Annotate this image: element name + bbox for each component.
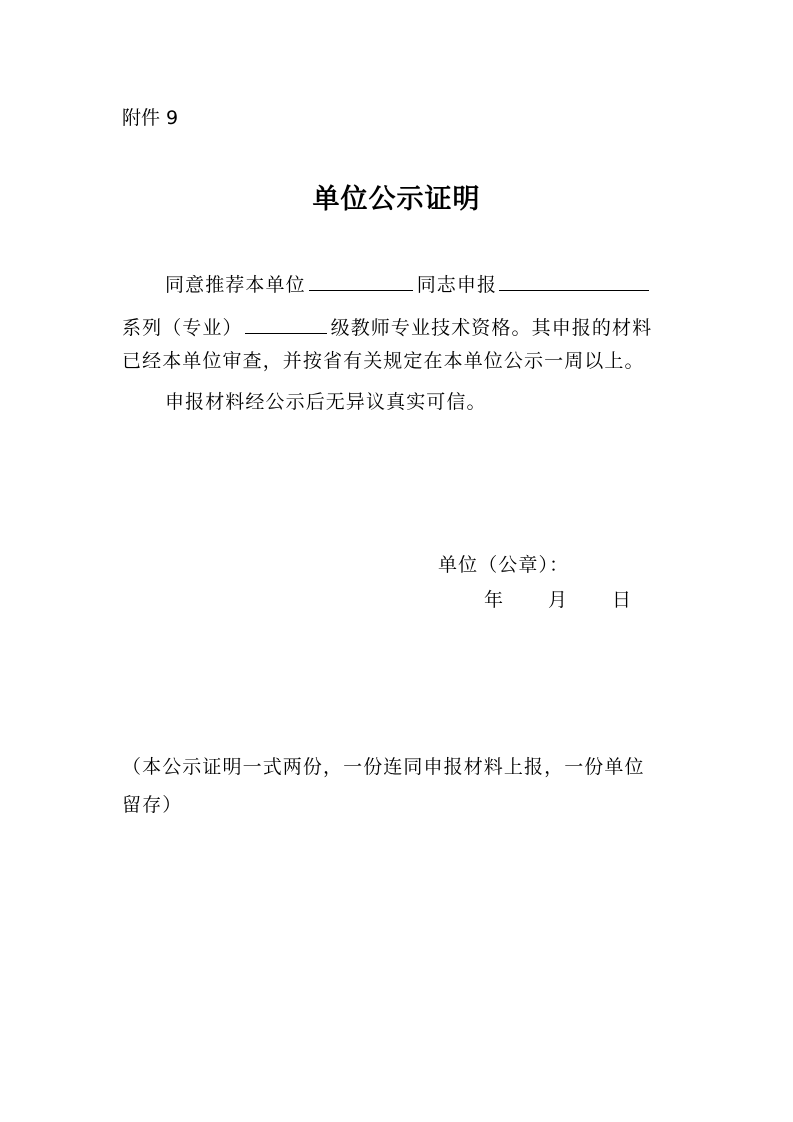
footnote-line-2: 留存） [122,794,183,816]
page-title: 单位公示证明 [312,184,481,215]
text-segment-apply: 同志申报 [416,274,498,296]
unit-blank-field[interactable] [309,270,413,291]
date-year-label: 年 [484,589,504,611]
paragraph-line-1 [165,270,649,299]
paragraph-line-2 [122,313,652,342]
text-segment-recommend: 同意推荐本单位 [165,274,306,296]
text-segment-series: 系列（专业） [122,317,243,339]
unit-seal-label: 单位（公章）： [438,554,570,576]
date-month-label: 月 [548,589,568,611]
text-segment-qualification: 级教师专业技术资格。其申报的材料 [330,317,653,339]
paragraph-line-3: 已经本单位审查，并按省有关规定在本单位公示一周以上。 [122,350,645,372]
footnote-line-1: （本公示证明一式两份，一份连同申报材料上报，一份单位 [122,756,645,778]
attachment-label: 附件 9 [122,107,179,129]
paragraph-2: 申报材料经公示后无异议真实可信。 [165,391,487,413]
date-day-label: 日 [612,589,632,611]
series-blank-field[interactable] [499,270,649,291]
level-blank-field[interactable] [245,313,327,334]
